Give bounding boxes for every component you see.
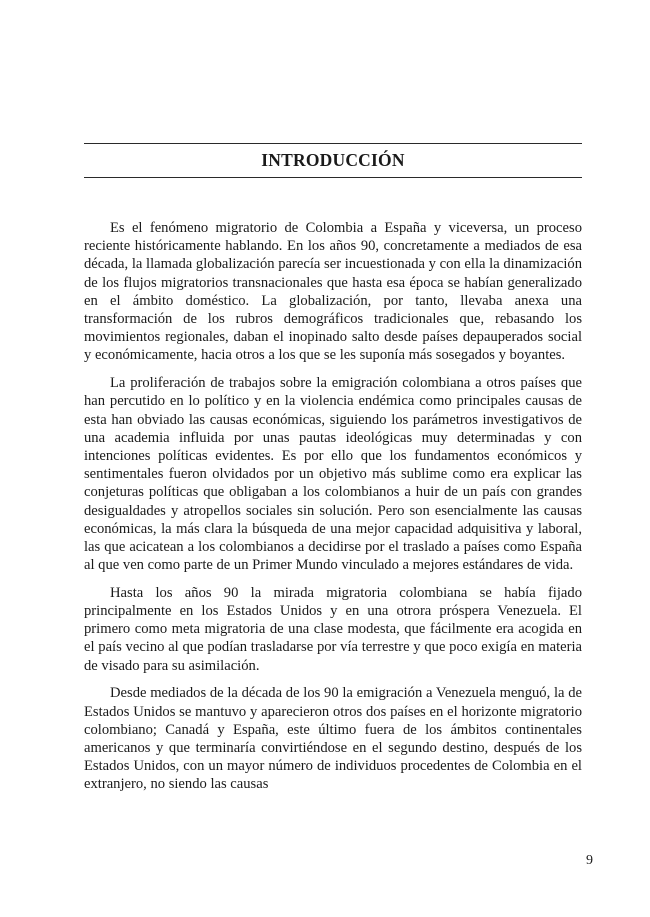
- paragraph-3: Hasta los años 90 la mirada migratoria colombiana se había fijado principalmente en los Estados Unidos y en una otrora próspera Venezuela. El primero como meta migratoria de una clase modesta, que fácilmente era acogida en el país vecino al que podían trasladarse por vía terrestre y que poco exigía en materia de visado para su asimilación.: [84, 584, 582, 674]
- heading-bottom-rule: [84, 177, 582, 178]
- paragraph-4: Desde mediados de la década de los 90 la emigración a Venezuela menguó, la de Estados Unidos se mantuvo y aparecieron otros dos países en el horizonte migratorio colombiano; Canadá y España, este último fuera de los ámbitos continentales americanos y que terminaría convirtiéndose en el segundo destino, después de los Estados Unidos, con un mayor número de individuos procedentes de Colombia en el extranjero, no siendo las causas: [84, 685, 582, 793]
- chapter-heading: INTRODUCCIÓN: [261, 150, 405, 170]
- page-number: 9: [586, 853, 593, 868]
- body-text: [84, 219, 582, 803]
- paragraph-1: Es el fenómeno migratorio de Colombia a España y viceversa, un proceso reciente históricamente hablando. En los años 90, concretamente a mediados de esa década, la llamada globalización parecía ser incuestionada y con ella la dinamización de los flujos migratorios transnacionales que hasta esa época se habían generalizado en el ámbito doméstico. La globalización, por tanto, llevaba anexa una transformación de los rubros demográficos tradicionales que, rebasando los movimientos regionales, daban el inopinado salto desde países depauperados social y económicamente, hacia otros a los que se les suponía más sosegados y boyantes.: [84, 220, 582, 364]
- paragraph-2: La proliferación de trabajos sobre la emigración colombiana a otros países que han percutido en lo político y en la violencia endémica como principales causas de esta han obviado las causas económicas, siguiendo los parámetros investigativos de una academia influida por unas pautas ideológicas muy determinadas y con intenciones políticas evidentes. Es por ello que los fundamentos económicos y sentimentales fueron olvidados por un objetivo más sublime como era explicar las conjeturas políticas que obligaban a los colombianos a huir de un país con grandes desigualdades y atropellos sociales sin solución. Pero son esencialmente las causas económicas, la más clara la búsqueda de una mejor capacidad adquisitiva y laboral, las que acicatean a los colombianos a decidirse por el traslado a países como España al que ven como parte de un Primer Mundo vinculado a mejores estándares de vida.: [84, 375, 582, 574]
- heading-top-rule: [84, 143, 582, 144]
